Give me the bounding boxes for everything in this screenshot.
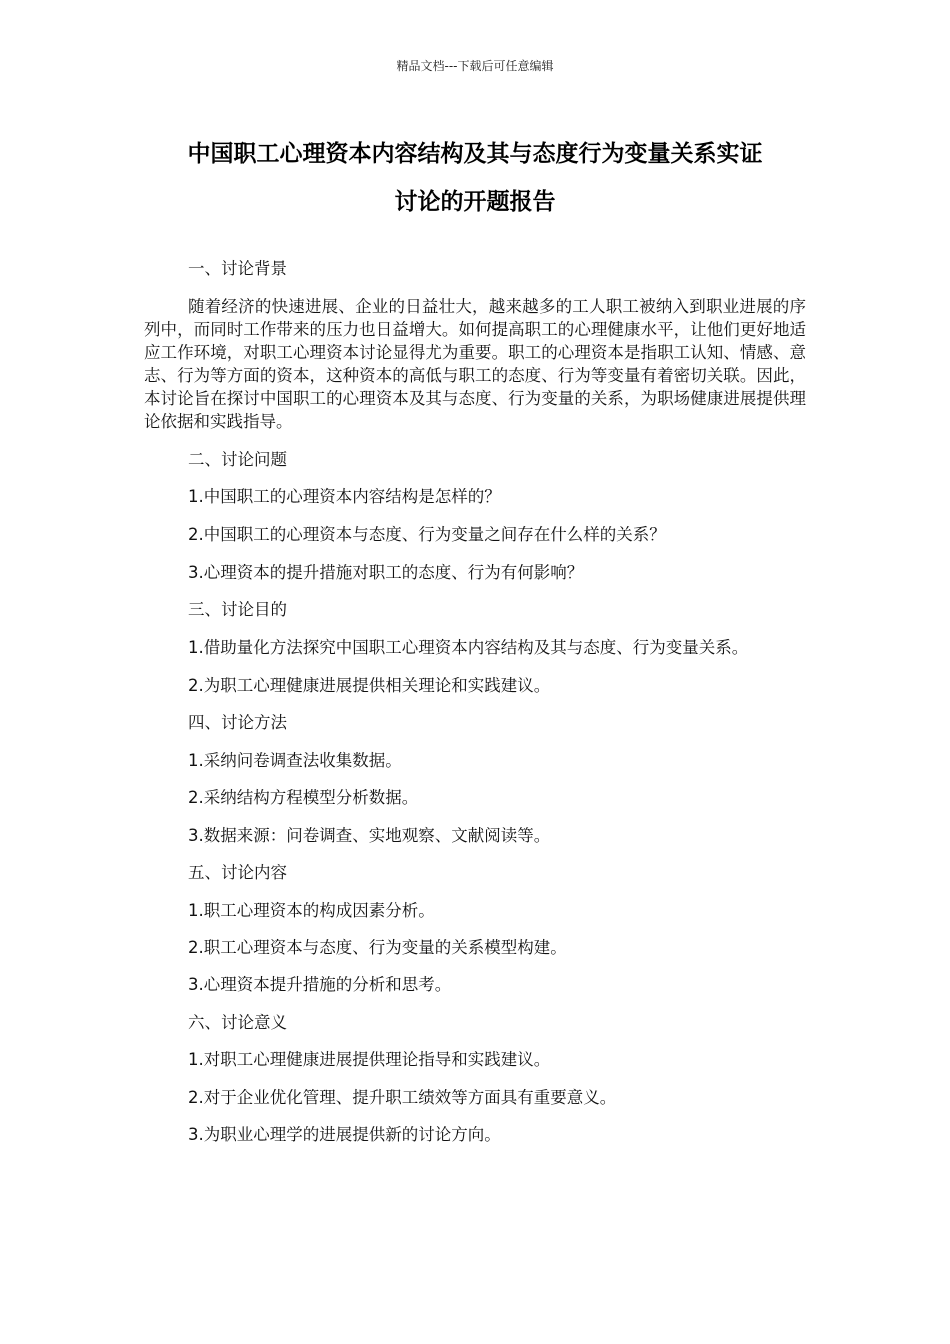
method-item: 2.采纳结构方程模型分析数据。: [188, 788, 419, 807]
method-item: 3.数据来源：问卷调查、实地观察、文献阅读等。: [188, 826, 551, 845]
significance-item: 1.对职工心理健康进展提供理论指导和实践建议。: [188, 1050, 551, 1069]
section-heading-methods: 四、讨论方法: [188, 713, 287, 732]
document-title-line-2: 讨论的开题报告: [394, 189, 556, 215]
objective-item: 2.为职工心理健康进展提供相关理论和实践建议。: [188, 676, 551, 695]
question-item: 3.心理资本的提升措施对职工的态度、行为有何影响？: [188, 563, 584, 582]
background-paragraph: 随着经济的快速进展、企业的日益壮大，越来越多的工人职工被纳入到职业进展的序列中，而同时工作带来的压力也日益增大。如何提高职工的心理健康水平，让他们更好地适应工作环境，对职工心理资本讨论显得尤为重要。职工的心理资本是指职工认知、情感、意志、行为等方面的资本，这种资本的高低与职工的态度、行为等变量有着密切关联。因此，本讨论旨在探讨中国职工的心理资本及其与态度、行为变量的关系，为职场健康进展提供理论依据和实践指导。: [144, 297, 806, 431]
section-heading-objectives: 三、讨论目的: [188, 600, 287, 619]
content-item: 2.职工心理资本与态度、行为变量的关系模型构建。: [188, 938, 567, 957]
section-heading-background: 一、讨论背景: [188, 259, 287, 278]
section-heading-questions: 二、讨论问题: [188, 450, 287, 469]
question-item: 2.中国职工的心理资本与态度、行为变量之间存在什么样的关系？: [188, 525, 666, 544]
document-title-line-1: 中国职工心理资本内容结构及其与态度行为变量关系实证: [187, 141, 763, 167]
question-item: 1.中国职工的心理资本内容结构是怎样的？: [188, 487, 501, 506]
document-title: [120, 130, 830, 226]
content-item: 3.心理资本提升措施的分析和思考。: [188, 975, 452, 994]
page-header: 精品文档---下载后可任意编辑: [396, 59, 554, 73]
section-heading-contents: 五、讨论内容: [188, 863, 287, 882]
significance-item: 3.为职业心理学的进展提供新的讨论方向。: [188, 1125, 501, 1144]
objective-item: 1.借助量化方法探究中国职工心理资本内容结构及其与态度、行为变量关系。: [188, 638, 749, 657]
content-item: 1.职工心理资本的构成因素分析。: [188, 901, 435, 920]
section-heading-significance: 六、讨论意义: [188, 1013, 287, 1032]
significance-item: 2.对于企业优化管理、提升职工绩效等方面具有重要意义。: [188, 1088, 617, 1107]
method-item: 1.采纳问卷调查法收集数据。: [188, 751, 402, 770]
